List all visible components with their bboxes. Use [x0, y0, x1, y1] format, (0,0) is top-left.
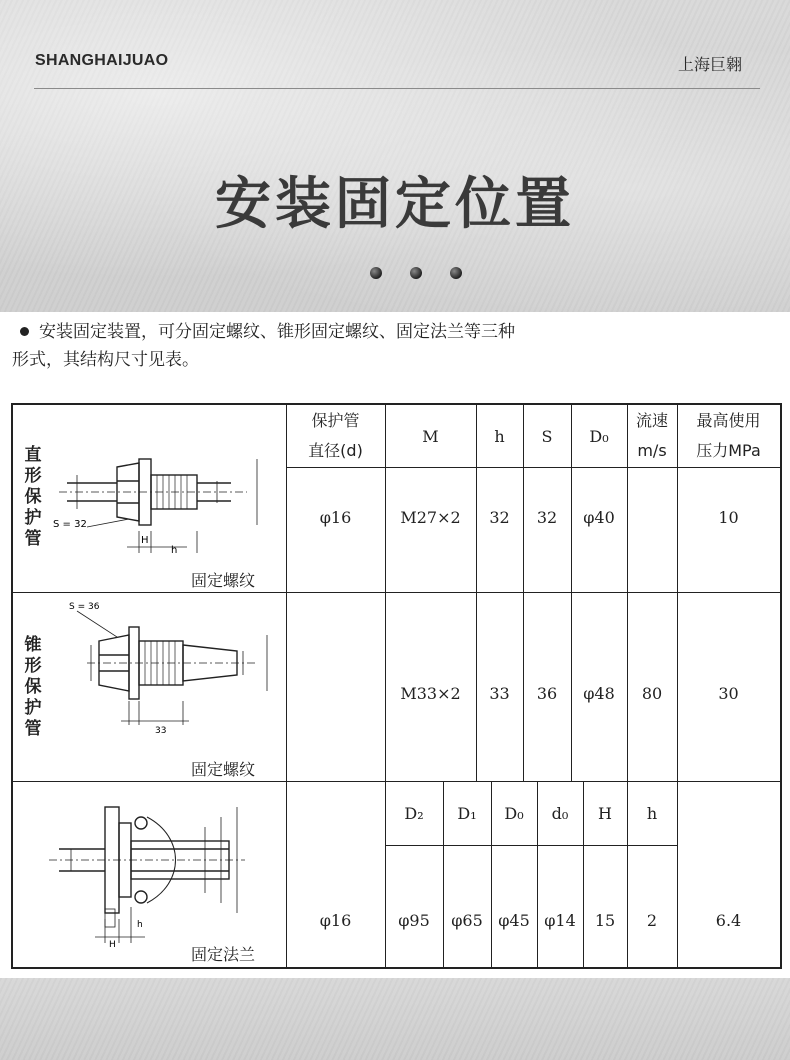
header-s: S: [541, 426, 553, 446]
brand-name-cn: 上海巨翱: [677, 55, 742, 74]
cell-flow: [627, 467, 677, 567]
svg-text:33: 33: [155, 726, 167, 736]
header-pressure: [677, 405, 780, 467]
cell-d2: φ95: [398, 910, 430, 930]
cell-h: 33: [489, 683, 510, 703]
cell-d0: φ48: [583, 683, 615, 703]
header-d0: D₀: [589, 426, 609, 446]
cell-flow: 80: [641, 683, 663, 703]
spec-table: [11, 403, 782, 969]
cell-m: M27×2: [400, 507, 461, 527]
page-title: 安装固定位置: [215, 172, 575, 237]
row-label: 直 形 保 护 管: [24, 445, 42, 549]
sub-header-h-upper: H: [598, 803, 612, 823]
dot-icon: [410, 267, 422, 279]
intro-line-1: 安装固定装置，可分固定螺纹、锥形固定螺纹、固定法兰等三种: [39, 322, 515, 342]
svg-text:h: h: [171, 545, 178, 555]
header-diameter: [286, 405, 385, 467]
sub-header-h-lower: h: [646, 803, 658, 823]
brand-name: SHANGHAIJUAO: [35, 52, 169, 69]
row-caption: 固定螺纹: [191, 760, 256, 779]
svg-text:H: H: [141, 535, 149, 546]
diagram-s-label: S = 36: [69, 602, 100, 612]
cell-d0: φ40: [583, 507, 615, 527]
footer-banner: [0, 978, 790, 1060]
svg-text:h: h: [137, 920, 143, 930]
cell-diameter: φ16: [319, 507, 352, 527]
intro-line-2: 形式，其结构尺寸见表。: [12, 350, 199, 370]
cell-diameter: φ16: [319, 910, 352, 930]
cell-d1: φ65: [451, 910, 483, 930]
row-caption: 固定法兰: [191, 945, 256, 964]
row-caption: 固定螺纹: [191, 571, 256, 590]
bullet-icon: [20, 327, 29, 336]
header-flow: [627, 405, 677, 467]
dot-icon: [450, 267, 462, 279]
cell-d0-small: φ14: [544, 910, 576, 930]
cell-h-lower: 2: [646, 910, 658, 930]
header-m: M: [422, 426, 439, 446]
header-diameter-line2: 直径(d): [308, 441, 363, 460]
cell-pressure: 10: [718, 507, 739, 527]
header-flow-line1: 流速: [635, 411, 668, 430]
sub-header-d0-small: d₀: [551, 803, 569, 823]
header-divider: [34, 88, 760, 89]
cell-h: 32: [489, 507, 510, 527]
header-pressure-line1: 最高使用: [696, 411, 761, 430]
header-h: h: [494, 426, 505, 446]
sub-header-d0: D₀: [504, 803, 524, 823]
diagram-s-label: S = 32: [53, 519, 87, 530]
row-label: 锥 形 保 护 管: [24, 635, 42, 739]
cell-pressure: 6.4: [715, 910, 742, 930]
header-banner: [0, 0, 790, 312]
header-flow-line2: m/s: [637, 441, 667, 460]
cell-pressure: 30: [718, 683, 739, 703]
cell-m: M33×2: [400, 683, 461, 703]
flange-diagram: [35, 797, 275, 947]
svg-text:H: H: [109, 940, 116, 947]
header-diameter-line1: 保护管: [311, 411, 360, 430]
dot-icon: [370, 267, 382, 279]
intro-text: [12, 318, 772, 374]
straight-thread-diagram: [47, 435, 279, 555]
cell-s: 32: [536, 507, 558, 527]
decorative-dots: [370, 264, 490, 283]
cell-s: 36: [536, 683, 558, 703]
cell-h-upper: 15: [594, 910, 616, 930]
header-pressure-line2: 压力MPa: [696, 441, 761, 460]
cell-d0: φ45: [498, 910, 530, 930]
tapered-thread-diagram: [47, 601, 279, 737]
sub-header-d1: D₁: [457, 803, 477, 823]
sub-header-d2: D₂: [404, 803, 424, 823]
